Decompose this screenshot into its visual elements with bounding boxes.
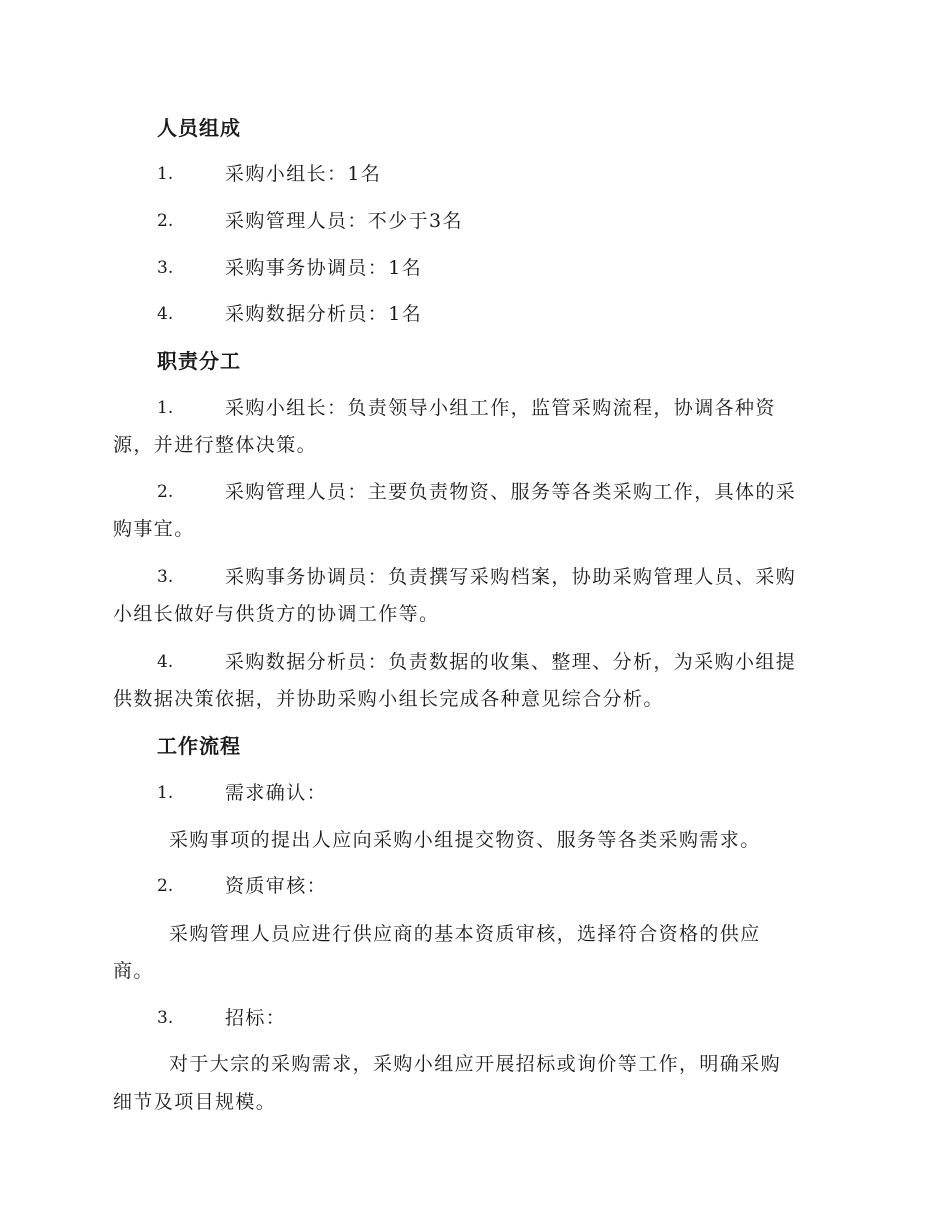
step-description: 采购事项的提出人应向采购小组提交物资、服务等各类采购需求。: [169, 829, 761, 851]
step-description-line2: 细节及项目规模。: [113, 1091, 277, 1113]
item-text: 采购数据分析员：1名: [225, 303, 423, 325]
section-title-duties: 职责分工: [157, 349, 241, 373]
item-number: 2.: [157, 211, 174, 231]
item-text-line2: 小组长做好与供货方的协调工作等。: [113, 603, 440, 625]
item-number: 1.: [157, 164, 174, 184]
section-title-workflow: 工作流程: [157, 734, 241, 758]
item-number: 2.: [157, 482, 174, 502]
item-number: 3.: [157, 258, 174, 278]
item-number: 4.: [157, 304, 174, 324]
step-number: 3.: [157, 1008, 174, 1028]
step-description-line2: 商。: [113, 960, 154, 982]
item-text-line2: 源，并进行整体决策。: [113, 434, 318, 456]
item-text-line1: 采购事务协调员：负责撰写采购档案，协助采购管理人员、采购: [225, 566, 797, 588]
step-number: 1.: [157, 783, 174, 803]
item-text-line2: 购事宜。: [113, 518, 195, 540]
step-label: 资质审核：: [225, 875, 328, 897]
item-text-line1: 采购小组长：负责领导小组工作，监管采购流程，协调各种资: [225, 397, 776, 419]
step-description-line1: 对于大宗的采购需求，采购小组应开展招标或询价等工作，明确采购: [169, 1053, 782, 1075]
item-text: 采购小组长：1名: [225, 163, 382, 185]
step-label: 需求确认：: [225, 782, 328, 804]
section-title-personnel: 人员组成: [157, 116, 241, 140]
item-text: 采购管理人员：不少于3名: [225, 210, 463, 232]
item-number: 3.: [157, 567, 174, 587]
step-description-line1: 采购管理人员应进行供应商的基本资质审核，选择符合资格的供应: [169, 923, 761, 945]
step-number: 2.: [157, 876, 174, 896]
step-label: 招标：: [225, 1007, 287, 1029]
item-number: 4.: [157, 652, 174, 672]
item-text: 采购事务协调员：1名: [225, 257, 423, 279]
item-number: 1.: [157, 398, 174, 418]
item-text-line1: 采购数据分析员：负责数据的收集、整理、分析，为采购小组提: [225, 651, 797, 673]
item-text-line2: 供数据决策依据，并协助采购小组长完成各种意见综合分析。: [113, 688, 664, 710]
item-text-line1: 采购管理人员：主要负责物资、服务等各类采购工作，具体的采: [225, 481, 797, 503]
